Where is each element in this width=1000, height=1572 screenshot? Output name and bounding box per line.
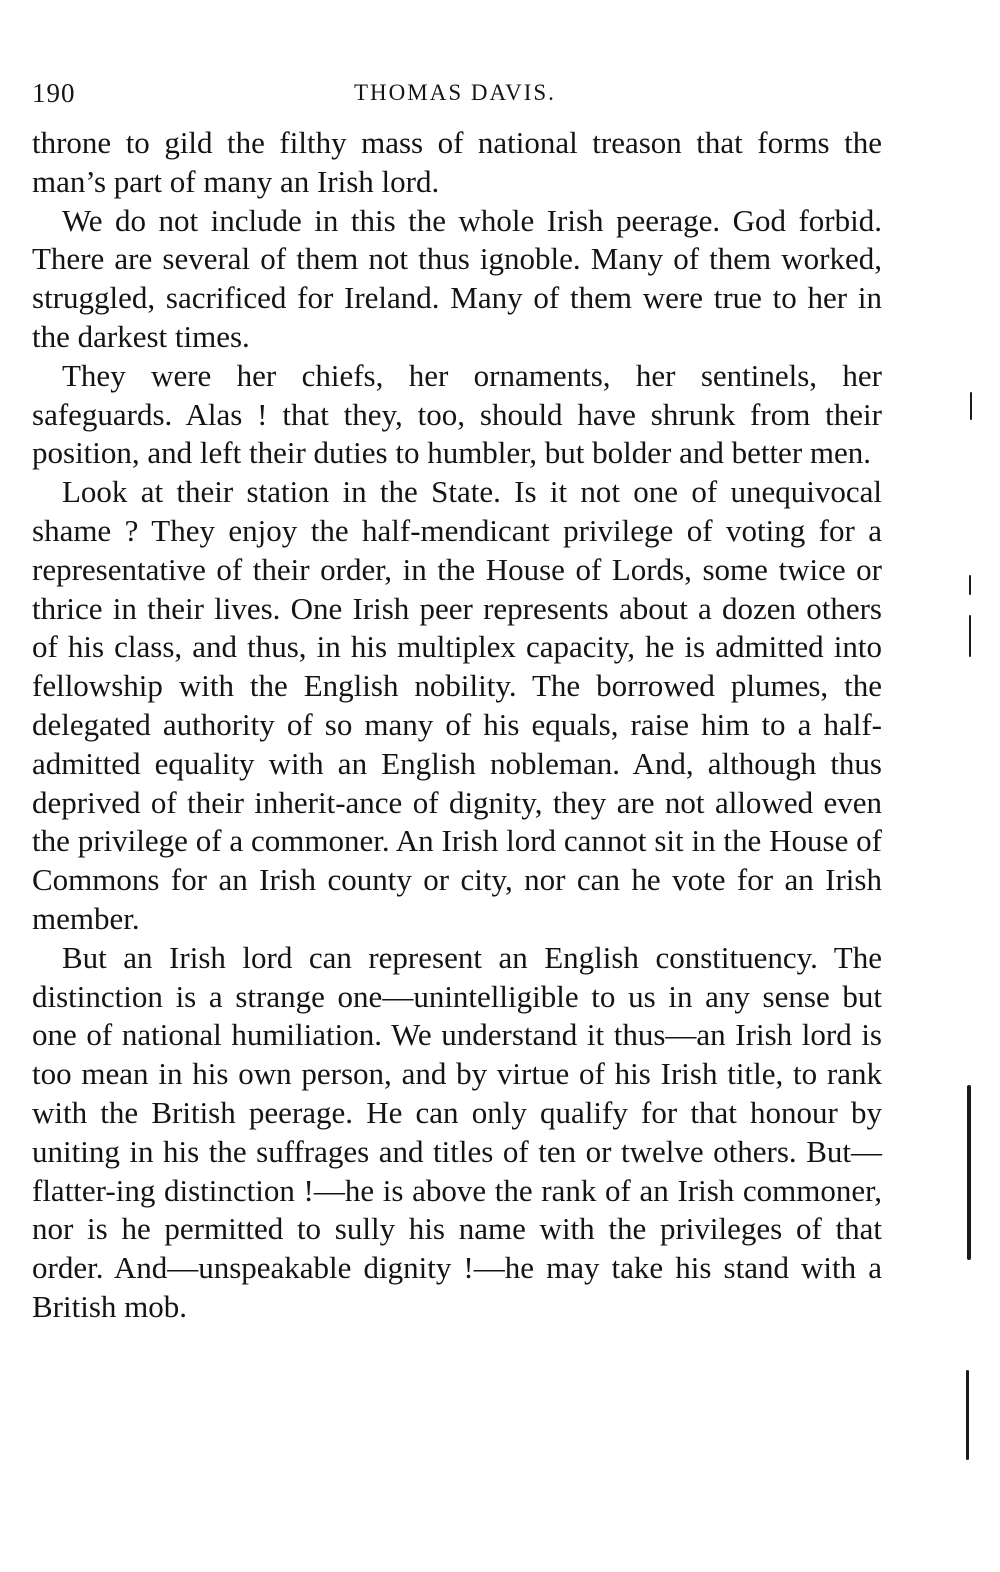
page-body-text xyxy=(32,124,882,1327)
scan-margin-mark xyxy=(967,1085,971,1260)
scan-margin-mark xyxy=(969,615,971,657)
page-number: 190 xyxy=(32,78,76,108)
paragraph: But an Irish lord can represent an English constituency. The distinction is a strange one—unintelligible to us in any sense but one of national humiliation. We understand it thus—an Irish lord is too mean in his own person, and by virtue of his Irish title, to rank with the British peerage. He can only qualify for that honour by uniting in his the suffrages and titles of ten or twelve others. But—flatter-ing distinction !—he is above the rank of an Irish commoner, nor is he permitted to sully his name with the privileges of that order. And—unspeakable dignity !—he may take his stand with a British mob. xyxy=(32,939,882,1324)
scan-margin-mark xyxy=(970,392,972,420)
scan-margin-mark xyxy=(966,1370,969,1460)
paragraph: We do not include in this the whole Irish peerage. God forbid. There are several of them not thus ignoble. Many of them worked, struggled, sacrificed for Ireland. Many of them were true to her in the darkest times. xyxy=(32,202,882,354)
running-title: THOMAS DAVIS. xyxy=(354,80,556,105)
paragraph: They were her chiefs, her ornaments, her sentinels, her safeguards. Alas ! that they, too, should have shrunk from their position, and left their duties to humbler, but bolder and better men. xyxy=(32,357,882,471)
paragraph-continued: throne to gild the filthy mass of national treason that forms the man’s part of many an Irish lord. xyxy=(32,125,882,199)
running-head xyxy=(32,78,882,124)
paragraph: Look at their station in the State. Is it not one of unequivocal shame ? They enjoy the half-mendicant privilege of voting for a representative of their order, in the House of Lords, some twice or thrice in their lives. One Irish peer represents about a dozen others of his class, and thus, in his multiplex capacity, he is admitted into fellowship with the English nobility. The borrowed plumes, the delegated authority of so many of his equals, raise him to a half-admitted equality with an English nobleman. And, although thus deprived of their inherit-ance of dignity, they are not allowed even the privilege of a commoner. An Irish lord cannot sit in the House of Commons for an Irish county or city, nor can he vote for an Irish member. xyxy=(32,474,882,936)
book-page xyxy=(32,78,882,1327)
scan-margin-mark xyxy=(969,575,971,595)
